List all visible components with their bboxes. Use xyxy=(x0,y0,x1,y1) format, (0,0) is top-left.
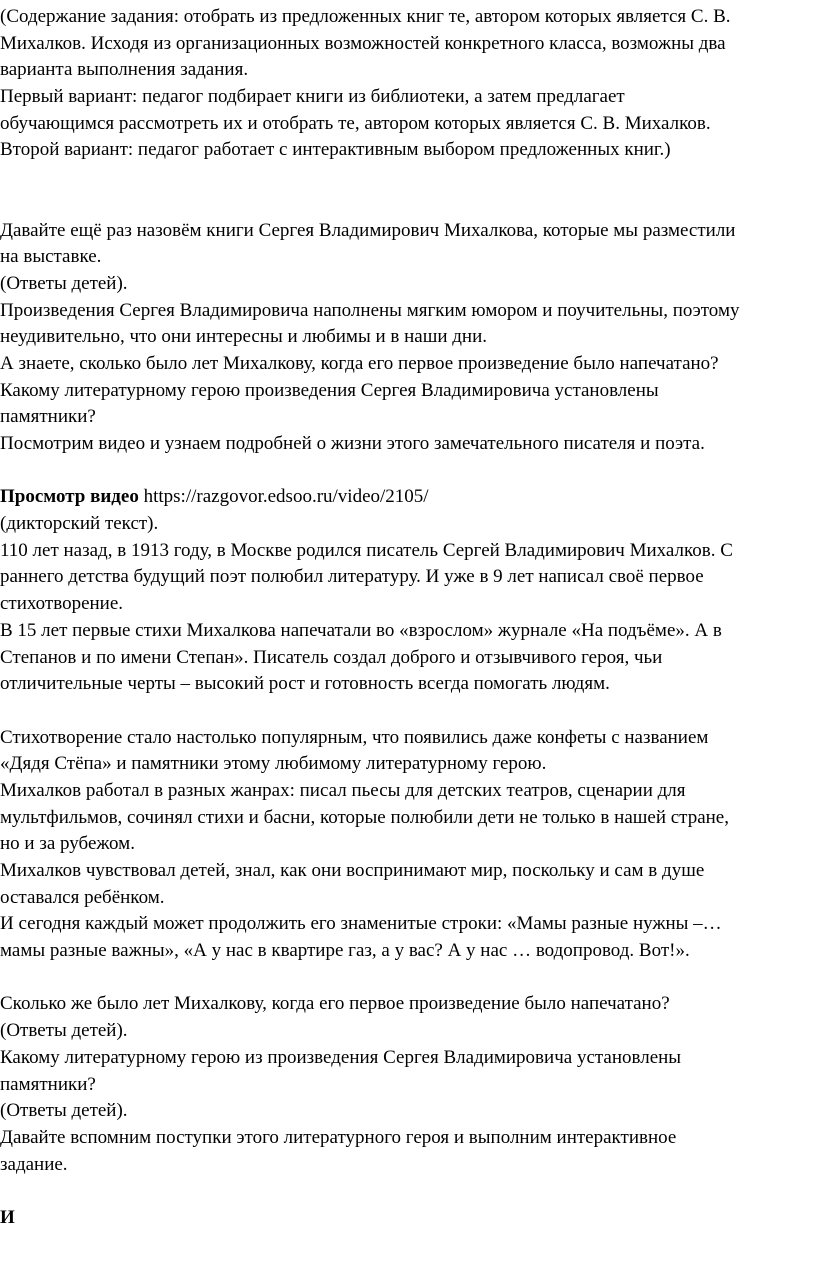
paragraph-line: Михалков. Исходя из организационных возможностей конкретного класса, возможны два xyxy=(0,32,726,54)
paragraph-line: Сколько же было лет Михалкову, когда его первое произведение было напечатано? xyxy=(0,993,670,1015)
blank-line xyxy=(0,458,816,485)
paragraph-line: (Ответы детей). xyxy=(0,1100,128,1122)
paragraph-line: Михалков чувствовал детей, знал, как они воспринимают мир, поскольку и сам в душе xyxy=(0,860,705,881)
paragraph-line: варианта выполнения задания. xyxy=(0,59,249,81)
paragraph-line: «Дядя Стёпа» и памятники этому любимому литературному герою. xyxy=(0,753,547,775)
paragraph-line: но и за рубежом. xyxy=(0,833,135,855)
poem-section xyxy=(0,725,816,965)
blank-line xyxy=(0,698,816,725)
paragraph-line: на выставке. xyxy=(0,246,102,268)
paragraph-line: Произведения Сергея Владимировича наполнены мягким юмором и поучительны, поэтому xyxy=(0,299,740,321)
paragraph-line: мамы разные важны», «А у нас в квартире газ, а у вас? А у нас … водопровод. Вот!». xyxy=(0,940,690,962)
paragraph-line: оставался ребёнком. xyxy=(0,886,165,908)
blank-line xyxy=(0,965,816,992)
paragraph-line: В 15 лет первые стихи Михалкова напечатали во «взрослом» журнале «На подъёме». А в xyxy=(0,619,722,641)
paragraph-line: А знаете, сколько было лет Михалкову, когда его первое произведение было напечатано? xyxy=(0,352,719,374)
paragraph-line: Михалков работал в разных жанрах: писал пьесы для детских театров, сценарии для xyxy=(0,779,686,801)
paragraph-line: отличительные черты – высокий рост и готовность всегда помогать людям. xyxy=(0,673,610,695)
paragraph-line: Стихотворение стало настолько популярным, что появились даже конфеты с названием xyxy=(0,726,709,748)
document-page xyxy=(0,4,816,1266)
blank-line xyxy=(0,164,816,191)
paragraph-line: раннего детства будущий поэт полюбил литературу. И уже в 9 лет написал своё первое xyxy=(0,566,704,588)
video-heading: Просмотр видео xyxy=(0,486,139,508)
paragraph-line: Какому литературному герою произведения Сергея Владимировича установлены xyxy=(0,379,659,401)
paragraph-line: памятники? xyxy=(0,406,96,428)
paragraph-line: стихотворение. xyxy=(0,593,124,615)
paragraph-line: Давайте вспомним поступки этого литературного героя и выполним интерактивное xyxy=(0,1126,677,1148)
paragraph-line: 110 лет назад, в 1913 году, в Москве родился писатель Сергей Владимирович Михалков. С xyxy=(0,539,733,561)
paragraph-line: (Содержание задания: отобрать из предложенных книг те, автором которых является С. В. xyxy=(0,6,731,27)
paragraph-line: И сегодня каждый может продолжить его знаменитые строки: «Мамы разные нужны –… xyxy=(0,913,722,935)
paragraph-line: Второй вариант: педагог работает с интерактивным выбором предложенных книг.) xyxy=(0,139,671,161)
blank-line xyxy=(0,1178,816,1205)
paragraph-line: Первый вариант: педагог подбирает книги из библиотеки, а затем предлагает xyxy=(0,86,625,108)
video-section xyxy=(0,484,816,698)
paragraph-line: задание. xyxy=(0,1153,68,1175)
paragraph-line: Давайте ещё раз назовём книги Сергея Владимирович Михалкова, которые мы разместили xyxy=(0,219,736,241)
paragraph-line: Степанов и по имени Степан». Писатель создал доброго и отзывчивого героя, чьи xyxy=(0,646,663,668)
paragraph-line: Посмотрим видео и узнаем подробней о жизни этого замечательного писателя и поэта. xyxy=(0,433,705,454)
task-description xyxy=(0,4,816,164)
paragraph-line: памятники? xyxy=(0,1073,96,1095)
paragraph-line: (Ответы детей). xyxy=(0,1020,128,1042)
paragraph-line: Какому литературному герою из произведения Сергея Владимировича установлены xyxy=(0,1046,682,1068)
questions-section xyxy=(0,991,816,1178)
paragraph-line: неудивительно, что они интересны и любимы и в наши дни. xyxy=(0,326,488,348)
intro-section xyxy=(0,218,816,458)
video-heading-line xyxy=(0,484,816,511)
paragraph-line: (дикторский текст). xyxy=(0,513,159,535)
paragraph-line: мультфильмов, сочинял стихи и басни, которые полюбили дети не только в нашей стране, xyxy=(0,806,729,828)
video-link[interactable]: https://razgovor.edsoo.ru/video/2105/ xyxy=(143,486,429,508)
paragraph-line: обучающимся рассмотреть их и отобрать те, автором которых является С. В. Михалков. xyxy=(0,112,711,134)
paragraph-line: (Ответы детей). xyxy=(0,272,128,294)
blank-line xyxy=(0,191,816,218)
trailing-letter: И xyxy=(0,1206,15,1228)
